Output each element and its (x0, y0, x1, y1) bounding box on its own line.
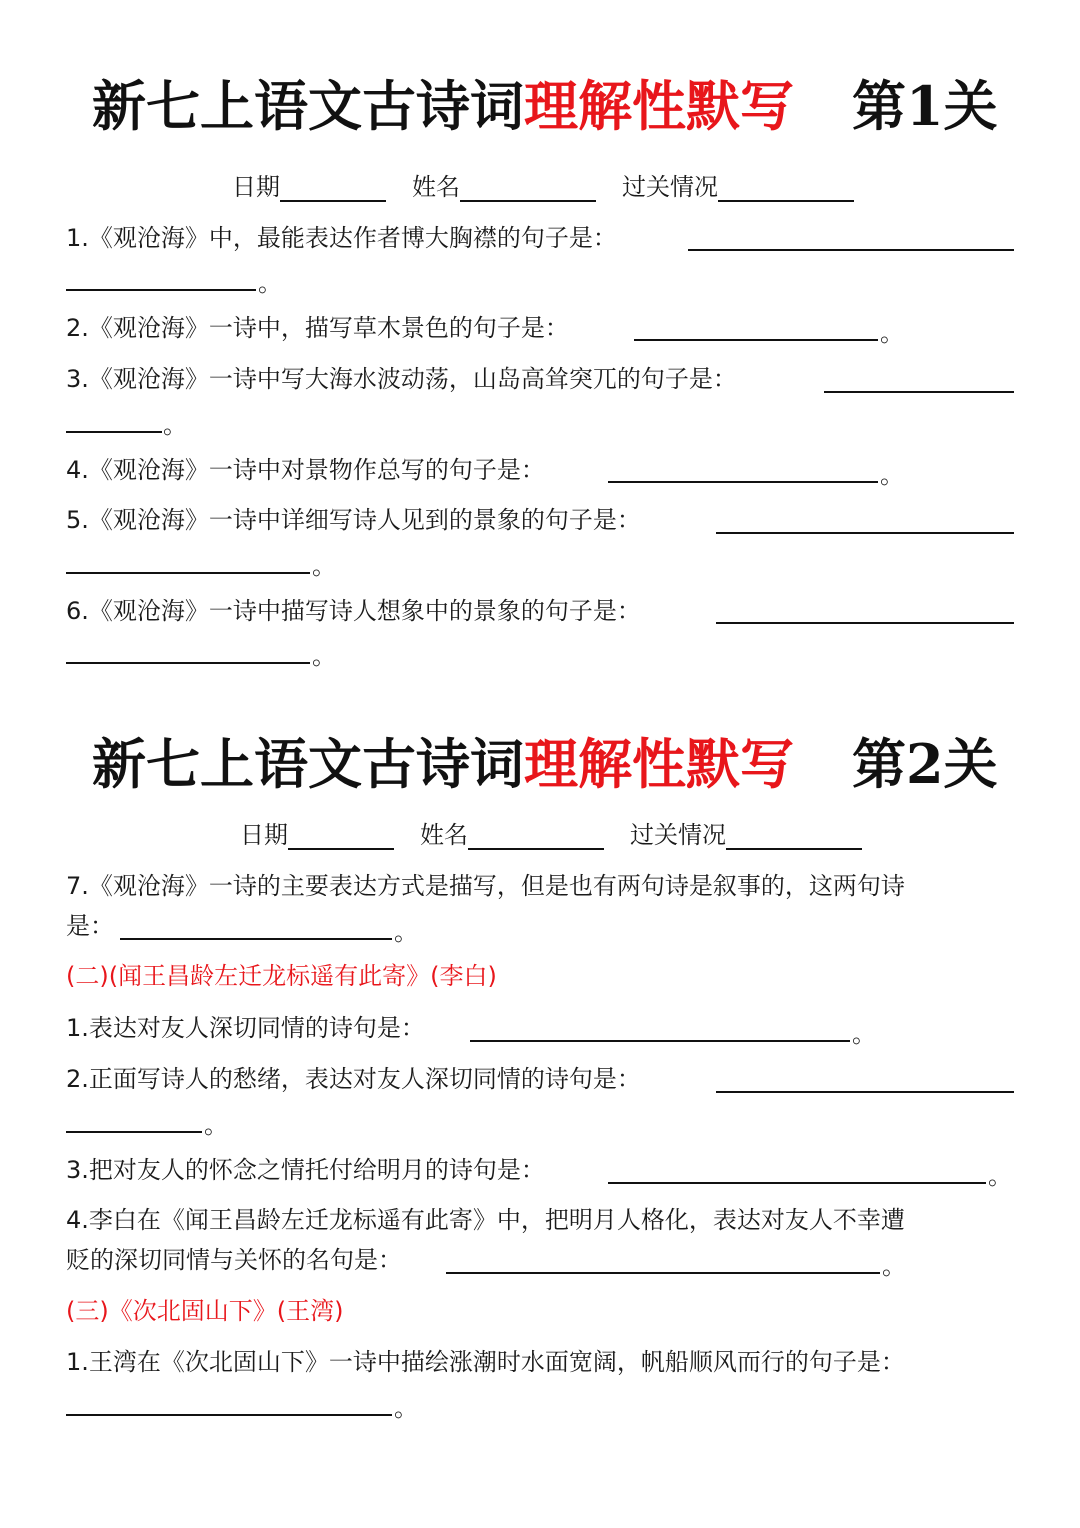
answer-blank[interactable] (66, 431, 162, 433)
title-black-text: 新七上语文古诗词 (92, 74, 524, 138)
period-mark: 。 (882, 1252, 906, 1280)
question-text: 3.《观沧海》一诗中写大海水波动荡，山岛高耸突兀的句子是： (66, 365, 737, 393)
level-label: 第2关 (852, 732, 998, 796)
section-heading: (二)(闻王昌龄左迁龙标遥有此寄》(李白) (66, 962, 497, 990)
period-mark: 。 (204, 1111, 228, 1139)
answer-blank[interactable] (66, 662, 310, 664)
period-mark: 。 (394, 1394, 418, 1422)
question-text: 6.《观沧海》一诗中描写诗人想象中的景象的句子是： (66, 597, 641, 625)
period-mark: 。 (880, 461, 904, 489)
answer-blank[interactable] (66, 1414, 392, 1416)
answer-blank[interactable] (470, 1040, 850, 1042)
question-text: 2.《观沧海》一诗中，描写草木景色的句子是： (66, 314, 569, 342)
question-text-cont: 是： (66, 912, 114, 940)
answer-blank[interactable] (608, 481, 878, 483)
level2-meta-row (240, 820, 888, 850)
question-text: 3.把对友人的怀念之情托付给明月的诗句是： (66, 1156, 545, 1184)
question-text: 1.王湾在《次北固山下》一诗中描绘涨潮时水面宽阔，帆船顺风而行的句子是： (66, 1348, 905, 1376)
period-mark: 。 (163, 411, 187, 439)
date-blank[interactable] (288, 824, 394, 850)
question-text: 7.《观沧海》一诗的主要表达方式是描写，但是也有两句诗是叙事的，这两句诗 (66, 872, 905, 900)
question-text: 2.正面写诗人的愁绪，表达对友人深切同情的诗句是： (66, 1065, 641, 1093)
period-mark: 。 (988, 1162, 1012, 1190)
answer-blank[interactable] (66, 289, 256, 291)
answer-blank[interactable] (716, 532, 1014, 534)
question-text: 1.表达对友人深切同情的诗句是： (66, 1014, 425, 1042)
section-heading: (三)《次北固山下》(王湾) (66, 1297, 344, 1325)
answer-blank[interactable] (688, 249, 1014, 251)
status-blank[interactable] (718, 176, 854, 202)
date-label: 日期 (240, 821, 288, 849)
date-blank[interactable] (280, 176, 386, 202)
date-label: 日期 (232, 173, 280, 201)
answer-blank[interactable] (446, 1272, 880, 1274)
status-label: 过关情况 (622, 173, 718, 201)
answer-blank[interactable] (120, 938, 392, 940)
period-mark: 。 (258, 269, 282, 297)
title-black-text: 新七上语文古诗词 (92, 732, 524, 796)
period-mark: 。 (394, 918, 418, 946)
name-blank[interactable] (468, 824, 604, 850)
answer-blank[interactable] (66, 572, 310, 574)
question-text: 1.《观沧海》中，最能表达作者博大胸襟的句子是： (66, 224, 617, 252)
title-red-text: 理解性默写 (524, 732, 794, 796)
answer-blank[interactable] (716, 622, 1014, 624)
answer-blank[interactable] (634, 339, 878, 341)
question-text-cont: 贬的深切同情与关怀的名句是： (66, 1246, 402, 1274)
name-blank[interactable] (460, 176, 596, 202)
question-text: 4.《观沧海》一诗中对景物作总写的句子是： (66, 456, 545, 484)
period-mark: 。 (312, 552, 336, 580)
title-red-text: 理解性默写 (524, 74, 794, 138)
answer-blank[interactable] (824, 391, 1014, 393)
period-mark: 。 (880, 319, 904, 347)
answer-blank[interactable] (716, 1091, 1014, 1093)
level1-meta-row (232, 172, 880, 202)
level-label: 第1关 (852, 74, 998, 138)
status-label: 过关情况 (630, 821, 726, 849)
question-text: 4.李白在《闻王昌龄左迁龙标遥有此寄》中，把明月人格化，表达对友人不幸遭 (66, 1206, 905, 1234)
name-label: 姓名 (412, 173, 460, 201)
answer-blank[interactable] (66, 1131, 202, 1133)
status-blank[interactable] (726, 824, 862, 850)
period-mark: 。 (852, 1020, 876, 1048)
answer-blank[interactable] (608, 1182, 986, 1184)
name-label: 姓名 (420, 821, 468, 849)
period-mark: 。 (312, 642, 336, 670)
question-text: 5.《观沧海》一诗中详细写诗人见到的景象的句子是： (66, 506, 641, 534)
